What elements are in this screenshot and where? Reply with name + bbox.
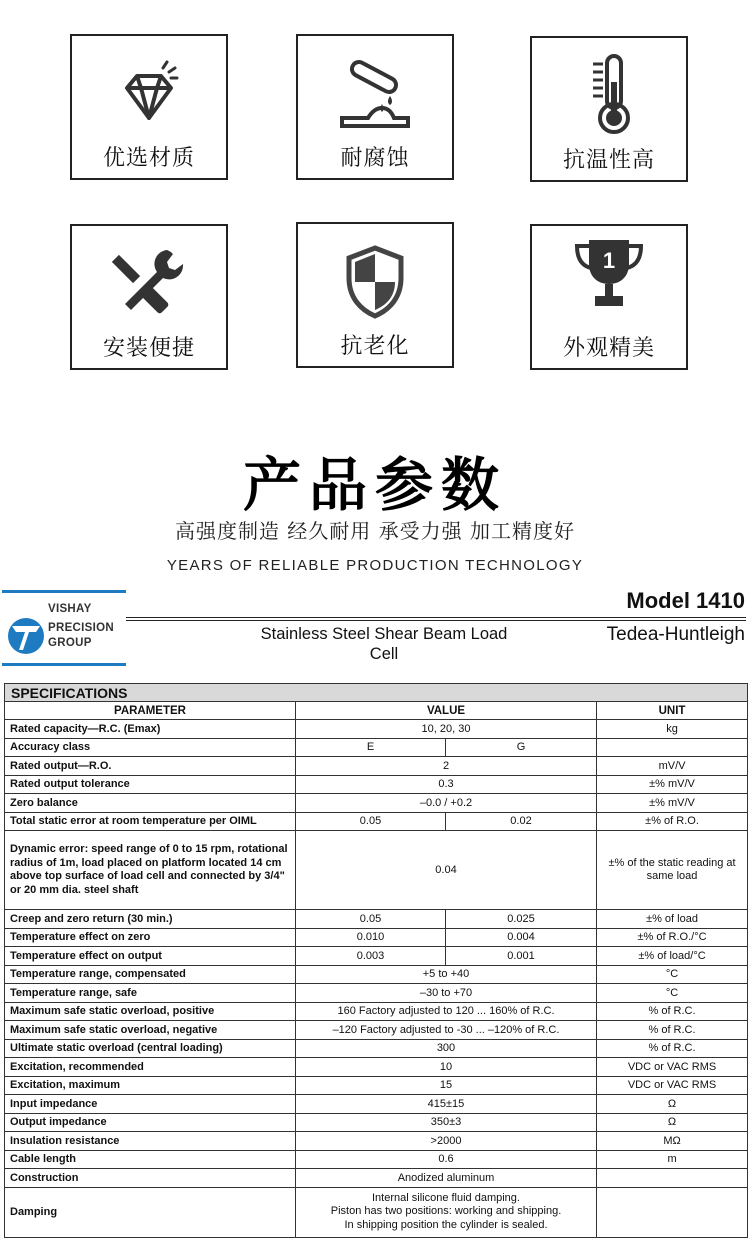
table-row: Temperature range, compensated +5 to +40 °C [5,965,748,984]
table-row: Construction Anodized aluminum [5,1169,748,1188]
table-row: Rated capacity—R.C. (Emax) 10, 20, 30 kg [5,720,748,739]
section-subtitle-cn: 高强度制造 经久耐用 承受力强 加工精度好 [174,519,576,543]
feature-label: 抗老化 [340,334,410,359]
table-row: Ultimate static overload (central loading) 300 % of R.C. [5,1039,748,1058]
product-description: Stainless Steel Shear Beam Load Cell [260,625,508,663]
feature-label: 优选材质 [102,146,195,171]
feature-card-installation [70,224,228,370]
table-row: Insulation resistance >2000 MΩ [5,1132,748,1151]
damping-line-2: Piston has two positions: working and shipping. [330,1205,562,1218]
brand-name: Tedea-Huntleigh [606,624,745,645]
table-row: Accuracy class E G [5,738,748,757]
feature-card-material [70,34,228,180]
feature-card-appearance [530,224,688,370]
table-row: Temperature range, safe –30 to +70 °C [5,984,748,1003]
trophy-icon [532,234,686,314]
vishay-logo [2,590,126,666]
header-rule [126,620,746,621]
logo-line-3: GROUP [48,637,92,649]
logo-line-2: PRECISION [48,622,114,634]
specifications-table [4,683,748,1238]
table-row: Total static error at room temperature per OIML 0.05 0.02 ±% of R.O. [5,812,748,831]
table-row: Input impedance 415±15 Ω [5,1095,748,1114]
section-title: 产品参数 [242,451,507,519]
feature-card-temperature [530,36,688,182]
table-row: Dynamic error: speed range of 0 to 15 rpm, rotational radius of 1m, load placed on platform located 14 cm above top surface of load cell and connected by 3/4" or 20 mm dia. steel shaft 0.04 ±% of the static reading at same load [5,831,748,910]
feature-label: 耐腐蚀 [340,146,410,171]
table-row: Output impedance 350±3 Ω [5,1113,748,1132]
damping-line-1: Internal silicone fluid damping. [372,1191,520,1204]
shield-icon [298,242,452,322]
logo-line-1: VISHAY [48,603,92,615]
model-number: Model 1410 [626,588,745,613]
vishay-logo-mark [6,616,46,656]
tools-icon [72,244,226,324]
table-row: Excitation, recommended 10 VDC or VAC RMS [5,1058,748,1077]
table-row: Creep and zero return (30 min.) 0.05 0.025 ±% of load [5,910,748,929]
table-row: Maximum safe static overload, positive 160 Factory adjusted to 120 ... 160% of R.C. % of R.C. [5,1002,748,1021]
corrosion-icon [298,54,452,134]
feature-card-anti-aging [296,222,454,368]
damping-line-3: In shipping position the cylinder is sealed. [344,1218,548,1231]
header-unit: UNIT [597,702,748,720]
feature-label: 外观精美 [562,336,655,361]
specs-title: SPECIFICATIONS [5,684,748,702]
table-row: Temperature effect on output 0.003 0.001 ±% of load/°C [5,947,748,966]
table-row: Cable length 0.6 m [5,1150,748,1169]
feature-label: 安装便捷 [102,336,195,361]
thermometer-icon [532,52,686,132]
feature-label: 抗温性高 [562,148,655,173]
table-row: Damping Internal silicone fluid damping. Piston has two positions: working and shipping. In shipping position the cylinder is sealed. [5,1187,748,1237]
table-row: Excitation, maximum 15 VDC or VAC RMS [5,1076,748,1095]
svg-text:1: 1 [602,248,616,273]
table-row: Rated output—R.O. 2 mV/V [5,757,748,776]
table-row: Zero balance –0.0 / +0.2 ±% mV/V [5,794,748,813]
feature-card-corrosion [296,34,454,180]
table-row: Maximum safe static overload, negative –120 Factory adjusted to -30 ... –120% of R.C. % of R.C. [5,1021,748,1040]
diamond-icon [72,54,226,134]
header-rule [126,617,746,618]
section-subtitle-en: YEARS OF RELIABLE PRODUCTION TECHNOLOGY [166,557,584,574]
header-parameter: PARAMETER [5,702,296,720]
header-value: VALUE [296,702,597,720]
table-row: Rated output tolerance 0.3 ±% mV/V [5,775,748,794]
table-row: Temperature effect on zero 0.010 0.004 ±% of R.O./°C [5,928,748,947]
